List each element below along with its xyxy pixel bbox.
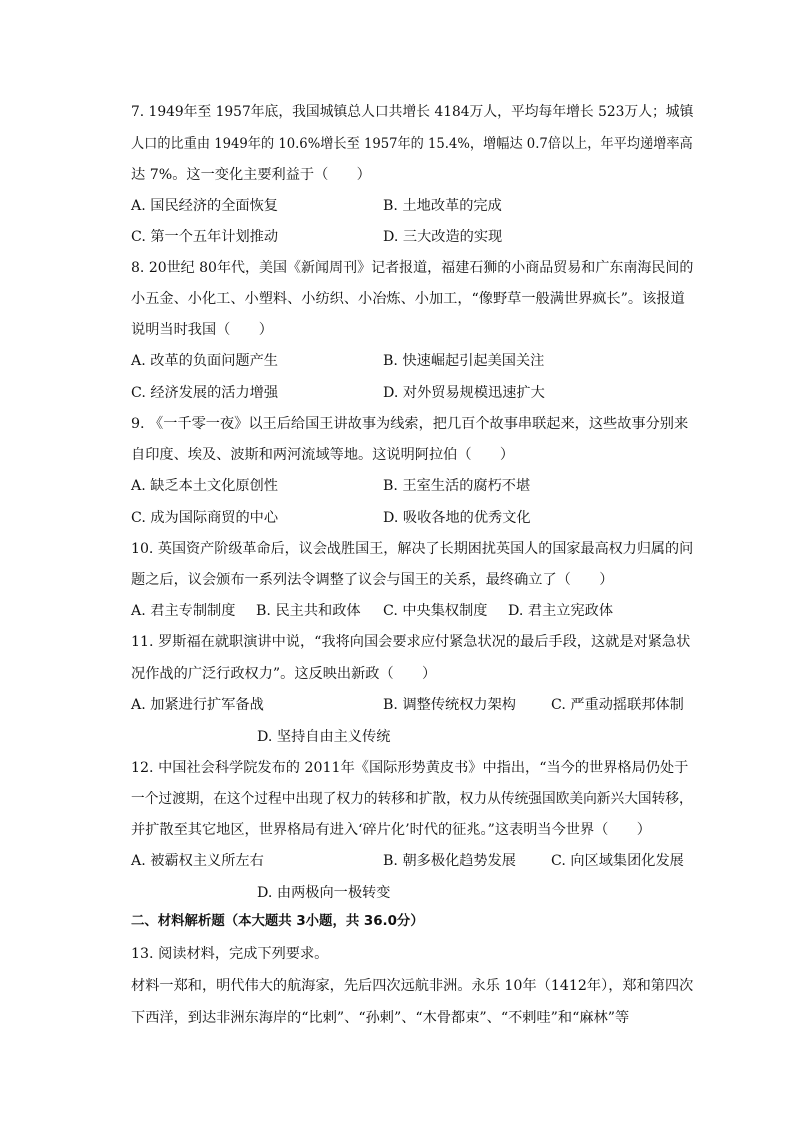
q11-line-1: 11. 罗斯福在就职演讲中说，“我将向国会要求应付紧急状况的最后手段，这就是对紧急状: [131, 634, 691, 650]
q8-line-1: 8. 20世纪 80年代，美国《新闻周刊》记者报道，福建石狮的小商品贸易和广东南海民间的: [131, 260, 694, 276]
q9-option-b: B. 王室生活的腐朽不堪: [383, 478, 531, 494]
q11-line-2: 况作战的广泛行政权力”。这反映出新政（ ）: [131, 666, 437, 682]
q10-line-2: 题之后，议会颁布一系列法令调整了议会与国王的关系，最终确立了（ ）: [131, 572, 614, 588]
q10-option-a: A. 君主专制制度: [131, 603, 236, 619]
section-heading: 二、材料解析题（本大题共 3小题，共 36.0分）: [131, 914, 424, 929]
q12-line-1: 12. 中国社会科学院发布的 2011年《国际形势黄皮书》中指出，“当今的世界格局仍处于: [131, 760, 689, 776]
q7-option-c: C. 第一个五年计划推动: [131, 229, 279, 245]
q12-option-c: C. 向区域集团化发展: [551, 853, 684, 869]
q7-option-a: A. 国民经济的全面恢复: [131, 198, 278, 214]
q8-option-d: D. 对外贸易规模迅速扩大: [383, 385, 545, 401]
q11-option-d: D. 坚持自由主义传统: [257, 729, 391, 745]
q10-line-1: 10. 英国资产阶级革命后，议会战胜国王，解决了长期困扰英国人的国家最高权力归属的问: [131, 541, 694, 557]
q9-option-c: C. 成为国际商贸的中心: [131, 510, 279, 526]
q7-option-b: B. 土地改革的完成: [383, 198, 502, 214]
q11-option-c: C. 严重动摇联邦体制: [551, 697, 684, 713]
material-line-2: 下西洋，到达非洲东海岸的“比剌”、“孙剌”、“木骨都束”、“不剌哇”和“麻林”等: [131, 1010, 630, 1026]
material-line-1: 材料一郑和，明代伟大的航海家，先后四次远航非洲。永乐 10年（1412年），郑和第四次: [131, 978, 694, 994]
q12-option-d: D. 由两极向一极转变: [257, 885, 391, 901]
q7-line-2: 人口的比重由 1949年的 10.6%增长至 1957年的 15.4%，增幅达 0.7倍以上，年平均递增率高: [131, 136, 693, 152]
q8-line-2: 小五金、小化工、小塑料、小纺织、小冶炼、小加工，“像野草一般满世界疯长”。该报道: [131, 291, 685, 307]
q11-option-a: A. 加紧进行扩军备战: [131, 697, 264, 713]
q9-line-1: 9. 《一千零一夜》以王后给国王讲故事为线索，把几百个故事串联起来，这些故事分别来: [131, 416, 689, 432]
q12-option-b: B. 朝多极化趋势发展: [383, 853, 516, 869]
q12-line-2: 一个过渡期，在这个过程中出现了权力的转移和扩散，权力从传统强国欧美向新兴大国转移，: [131, 791, 693, 807]
q9-option-d: D. 吸收各地的优秀文化: [383, 510, 531, 526]
q8-option-c: C. 经济发展的活力增强: [131, 385, 279, 401]
q9-option-a: A. 缺乏本土文化原创性: [131, 478, 278, 494]
q7-line-1: 7. 1949年至 1957年底，我国城镇总人口共增长 4184万人，平均每年增长 523万人；城镇: [131, 104, 694, 120]
q8-option-b: B. 快速崛起引起美国关注: [383, 353, 545, 369]
q9-line-2: 自印度、埃及、波斯和两河流域等地。这说明阿拉伯（ ）: [131, 447, 515, 463]
q13-line: 13. 阅读材料，完成下列要求。: [131, 946, 329, 962]
q7-line-3: 达 7%。这一变化主要利益于（ ）: [131, 167, 371, 183]
q10-option-d: D. 君主立宪政体: [508, 603, 614, 619]
q10-option-b: B. 民主共和政体: [256, 603, 361, 619]
q8-option-a: A. 改革的负面问题产生: [131, 353, 278, 369]
q12-line-3: 并扩散至其它地区，世界格局有进入‘碎片化’时代的征兆。”这表明当今世界（ ）: [131, 822, 651, 838]
q11-option-b: B. 调整传统权力架构: [383, 697, 516, 713]
q10-option-c: C. 中央集权制度: [383, 603, 488, 619]
q12-option-a: A. 被霸权主义所左右: [131, 853, 264, 869]
q8-line-3: 说明当时我国（ ）: [131, 322, 273, 338]
q7-option-d: D. 三大改造的实现: [383, 229, 503, 245]
